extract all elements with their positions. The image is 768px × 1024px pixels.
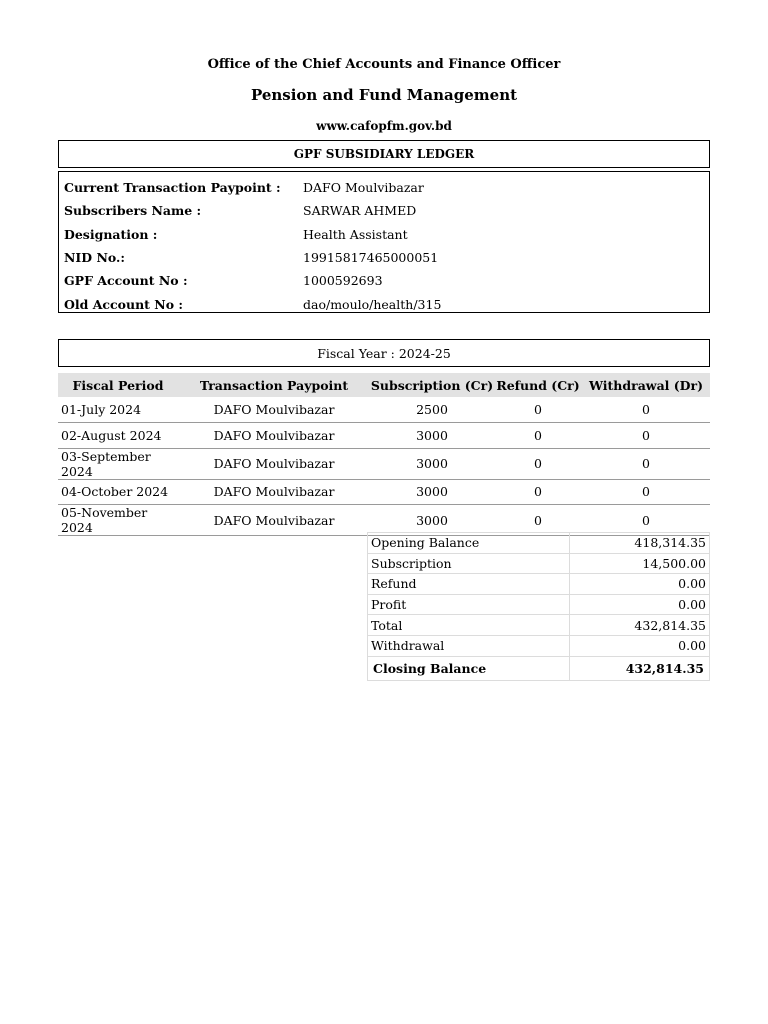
- cell-fiscal-period: 02-August 2024: [58, 423, 178, 449]
- cell-withdrawal: 0: [582, 397, 710, 423]
- summary-value: 0.00: [570, 635, 710, 656]
- website-url: www.cafopfm.gov.bd: [316, 119, 452, 133]
- column-header-paypoint: Transaction Paypoint: [178, 373, 370, 397]
- info-row-designation: [59, 223, 709, 246]
- summary-value: 0.00: [570, 574, 710, 595]
- info-label: Old Account No :: [64, 296, 184, 312]
- cell-paypoint: DAFO Moulvibazar: [178, 505, 370, 536]
- office-title: Office of the Chief Accounts and Finance Officer: [207, 57, 561, 72]
- cell-subscription: 3000: [370, 423, 494, 449]
- cell-fiscal-period: 05-November 2024: [58, 505, 178, 536]
- cell-paypoint: DAFO Moulvibazar: [178, 448, 370, 479]
- cell-fiscal-period: 03-September 2024: [58, 448, 178, 479]
- info-label: Current Transaction Paypoint :: [64, 180, 281, 196]
- table-header-row: [58, 373, 710, 397]
- info-row-gpf-account: [59, 269, 709, 292]
- summary-value: 14,500.00: [570, 553, 710, 574]
- table-row: [58, 479, 710, 505]
- info-row-paypoint: [59, 176, 709, 199]
- ledger-title: GPF SUBSIDIARY LEDGER: [293, 147, 475, 161]
- info-label: NID No.:: [64, 250, 125, 266]
- summary-label: Closing Balance: [368, 656, 570, 680]
- table-row: [58, 397, 710, 423]
- summary-label: Subscription: [368, 553, 570, 574]
- fiscal-year-label: Fiscal Year : 2024-25: [317, 345, 451, 361]
- summary-value: 418,314.35: [570, 533, 710, 554]
- column-header-subscription: Subscription (Cr): [370, 373, 494, 397]
- department-title: Pension and Fund Management: [250, 86, 518, 104]
- summary-label: Withdrawal: [368, 635, 570, 656]
- summary-row-withdrawal: [368, 635, 710, 656]
- cell-subscription: 3000: [370, 505, 494, 536]
- info-row-old-account: [59, 292, 709, 315]
- cell-subscription: 3000: [370, 479, 494, 505]
- cell-refund: 0: [494, 423, 582, 449]
- info-row-nid: [59, 246, 709, 269]
- summary-label: Profit: [368, 594, 570, 615]
- summary-value: 0.00: [570, 594, 710, 615]
- cell-subscription: 2500: [370, 397, 494, 423]
- summary-row-total: [368, 615, 710, 636]
- table-row: [58, 448, 710, 479]
- cell-paypoint: DAFO Moulvibazar: [178, 397, 370, 423]
- cell-paypoint: DAFO Moulvibazar: [178, 479, 370, 505]
- summary-label: Refund: [368, 574, 570, 595]
- info-value: SARWAR AHMED: [303, 203, 417, 219]
- column-header-withdrawal: Withdrawal (Dr): [582, 373, 710, 397]
- cell-withdrawal: 0: [582, 479, 710, 505]
- transactions-table: [58, 373, 710, 536]
- ledger-title-box: [58, 140, 710, 168]
- info-value: 1000592693: [303, 273, 383, 289]
- cell-refund: 0: [494, 505, 582, 536]
- cell-fiscal-period: 04-October 2024: [58, 479, 178, 505]
- summary-row-subscription: [368, 553, 710, 574]
- cell-refund: 0: [494, 397, 582, 423]
- summary-label: Total: [368, 615, 570, 636]
- cell-withdrawal: 0: [582, 505, 710, 536]
- cell-subscription: 3000: [370, 448, 494, 479]
- summary-row-closing-balance: [368, 656, 710, 680]
- info-label: GPF Account No :: [64, 273, 188, 289]
- summary-row-opening-balance: [368, 533, 710, 554]
- info-label: Subscribers Name :: [64, 203, 202, 219]
- cell-refund: 0: [494, 448, 582, 479]
- fiscal-year-box: [58, 339, 710, 367]
- summary-row-refund: [368, 574, 710, 595]
- summary-value: 432,814.35: [570, 615, 710, 636]
- summary-label: Opening Balance: [368, 533, 570, 554]
- table-row: [58, 423, 710, 449]
- info-row-name: [59, 199, 709, 222]
- balance-summary-table: [367, 532, 710, 681]
- info-value: dao/moulo/health/315: [303, 296, 442, 312]
- info-value: DAFO Moulvibazar: [303, 180, 424, 196]
- subscriber-info-box: [58, 171, 710, 313]
- cell-fiscal-period: 01-July 2024: [58, 397, 178, 423]
- summary-value: 432,814.35: [570, 656, 710, 680]
- info-label: Designation :: [64, 226, 158, 242]
- cell-withdrawal: 0: [582, 448, 710, 479]
- summary-row-profit: [368, 594, 710, 615]
- info-value: 19915817465000051: [303, 250, 439, 266]
- column-header-fiscal-period: Fiscal Period: [58, 373, 178, 397]
- cell-withdrawal: 0: [582, 423, 710, 449]
- info-value: Health Assistant: [303, 226, 408, 242]
- cell-refund: 0: [494, 479, 582, 505]
- cell-paypoint: DAFO Moulvibazar: [178, 423, 370, 449]
- column-header-refund: Refund (Cr): [494, 373, 582, 397]
